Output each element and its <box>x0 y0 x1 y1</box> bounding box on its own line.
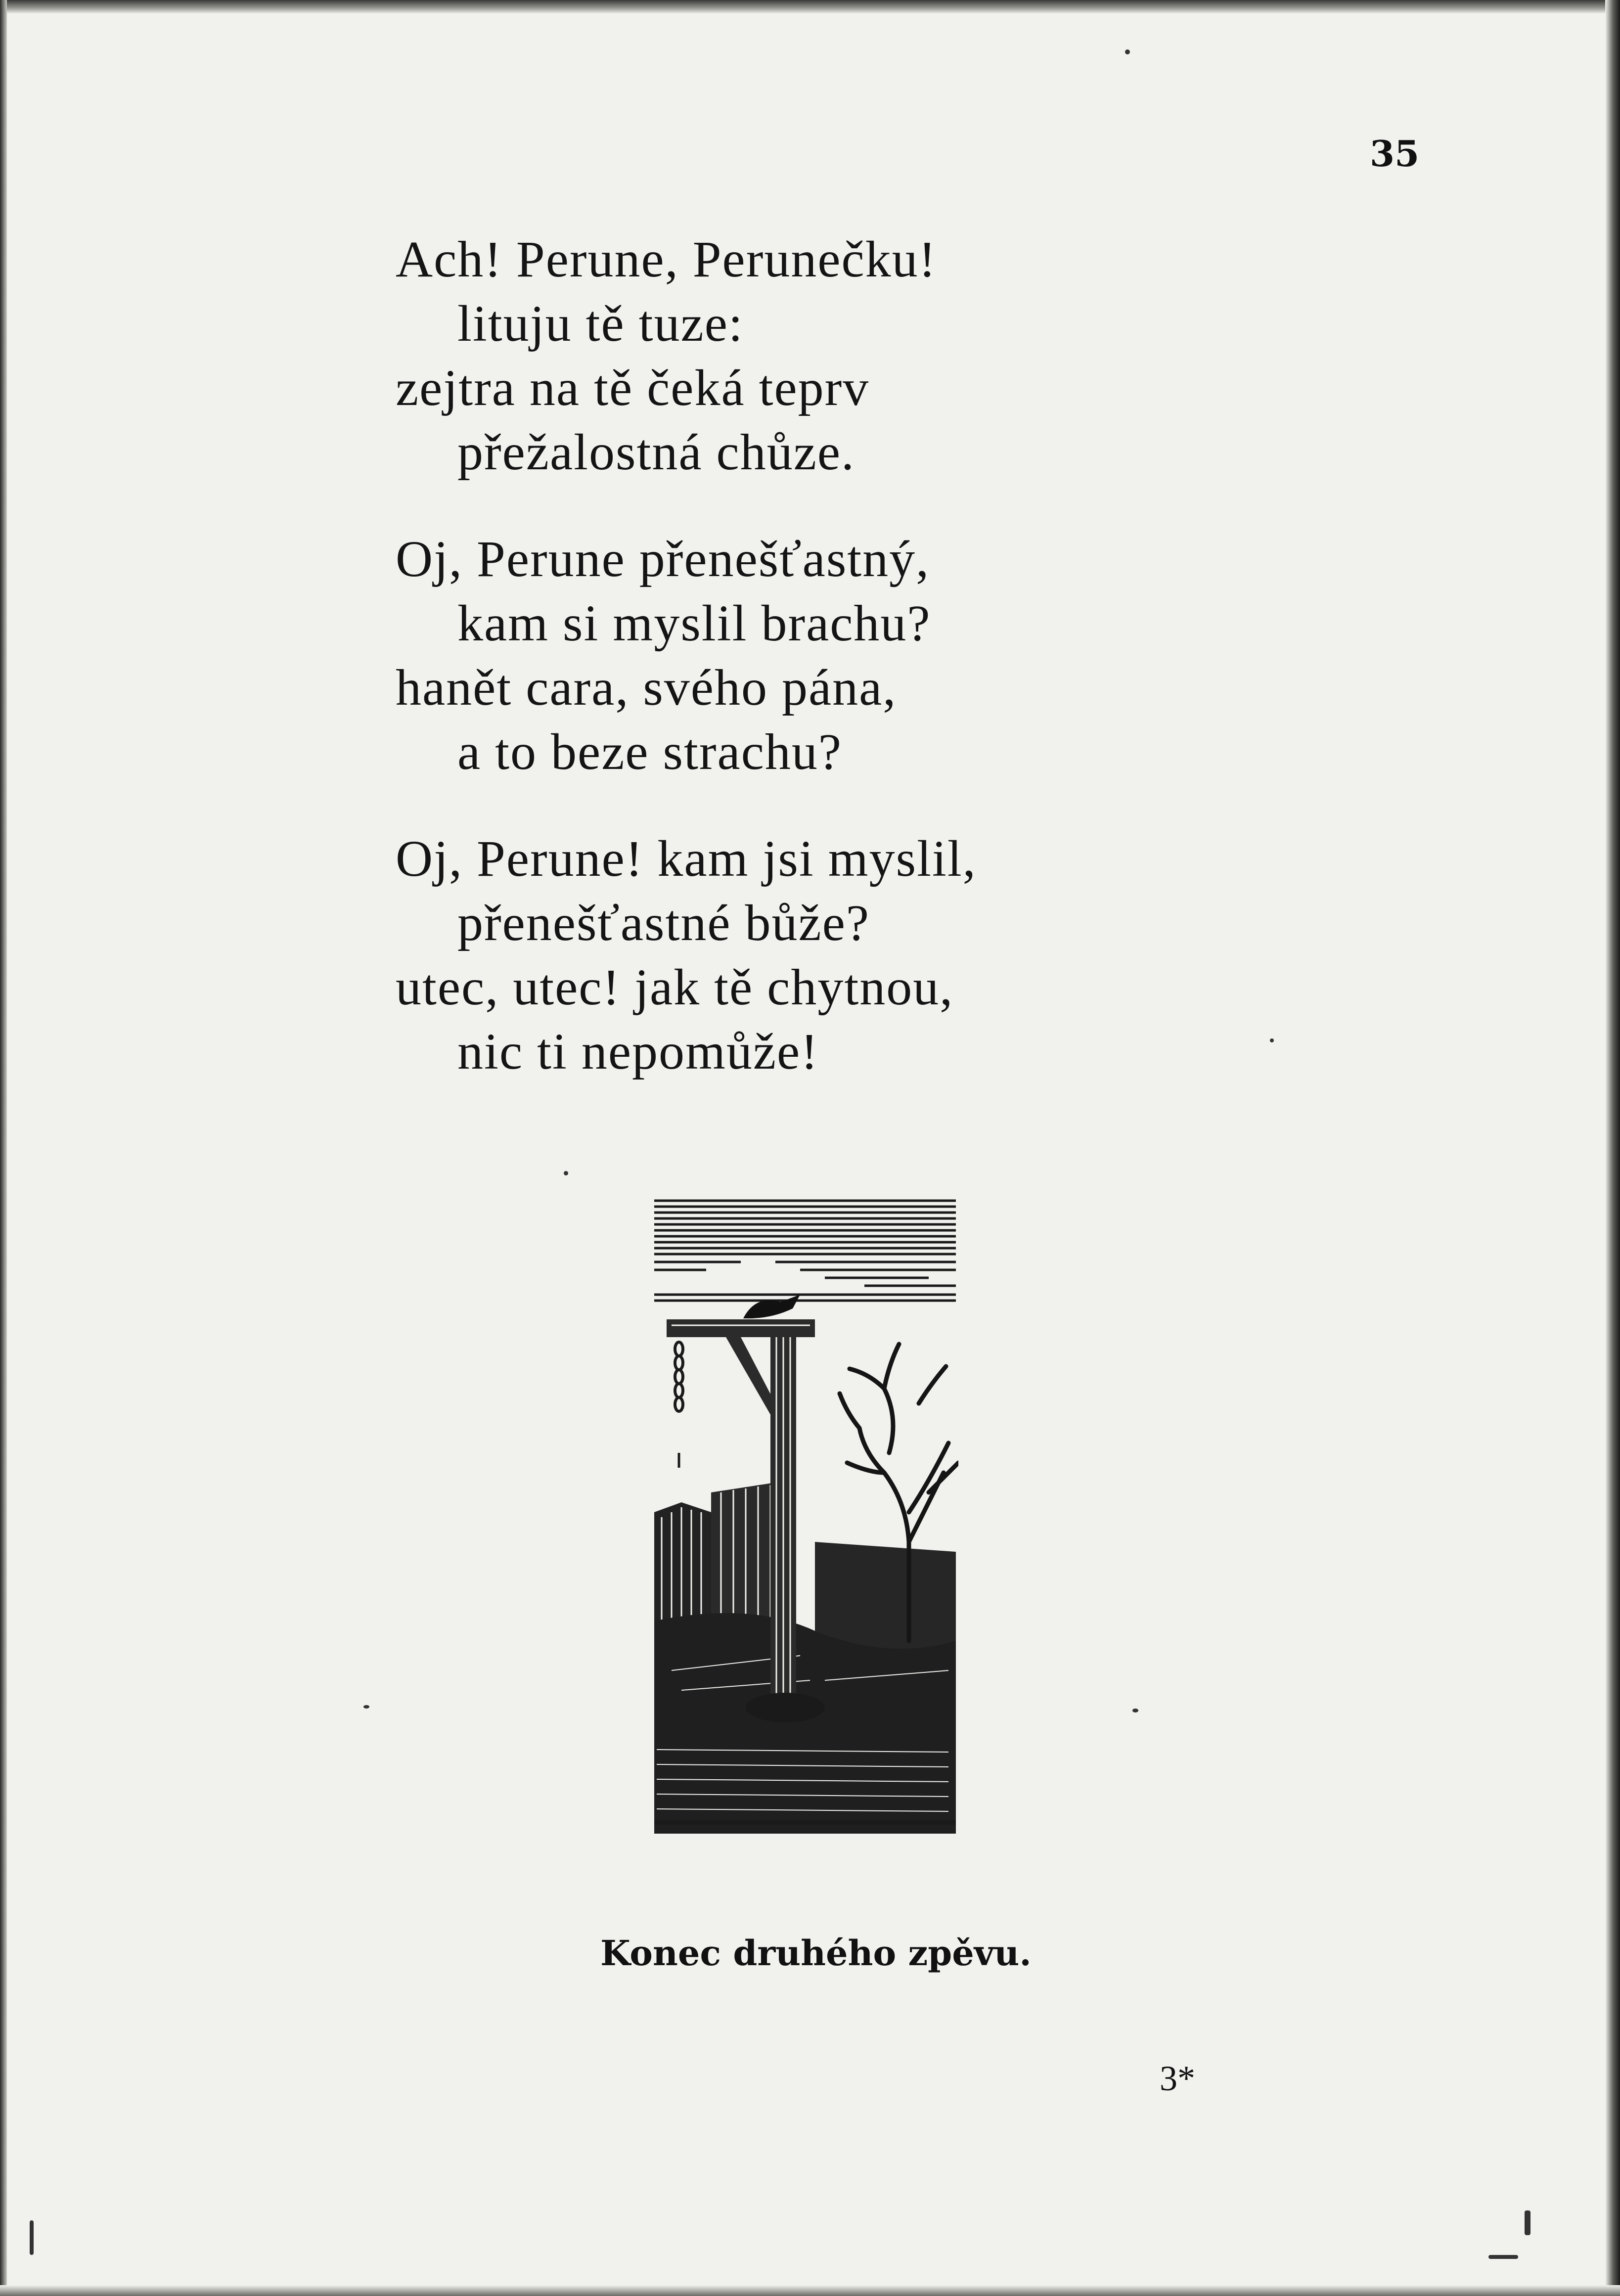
gallows-woodcut-illustration <box>652 1196 958 1834</box>
crow <box>743 1295 800 1318</box>
dust-speck <box>1488 2255 1518 2259</box>
poem-line: Oj, Perune! kam jsi myslil, <box>396 830 977 887</box>
scan-edge-right <box>1605 0 1620 2296</box>
poem-line: zejtra na tě čeká teprv <box>396 360 870 416</box>
stanza-1 <box>396 227 1385 485</box>
dust-speck <box>1132 1709 1138 1712</box>
chain <box>675 1342 683 1411</box>
poem-line: přežalostná chůze. <box>457 424 855 481</box>
stanza-3 <box>396 827 1385 1084</box>
poem-line: kam si myslil brachu? <box>457 595 931 652</box>
poem-line: nic ti nepomůže! <box>457 1023 819 1080</box>
gallows-brace <box>726 1337 775 1423</box>
dust-speck <box>30 2220 34 2255</box>
poem-line: lituju tě tuze: <box>457 295 744 352</box>
dust-speck <box>1125 49 1130 54</box>
dust-speck <box>1525 2210 1530 2235</box>
stanza-2 <box>396 527 1385 784</box>
poem-line: přenešťastné bůže? <box>457 895 870 951</box>
scan-edge-left <box>0 0 7 2296</box>
poem-line: hanět cara, svého pána, <box>396 659 897 716</box>
dust-speck <box>363 1705 369 1709</box>
scan-edge-top <box>0 0 1620 14</box>
sky-hatching <box>654 1201 956 1301</box>
dust-speck <box>564 1171 568 1175</box>
page-number: 35 <box>1370 133 1420 175</box>
poem-line: a to beze strachu? <box>457 723 843 780</box>
poem-line: Ach! Perune, Perunečku! <box>396 231 937 288</box>
poem <box>396 227 1385 1126</box>
gallows-beam <box>667 1319 815 1337</box>
poem-line: Oj, Perune přenešťastný, <box>396 531 930 587</box>
poem-line: utec, utec! jak tě chytnou, <box>396 959 954 1016</box>
signature-mark: 3* <box>1160 2059 1195 2098</box>
scan-edge-bottom <box>0 2285 1620 2296</box>
gallows-base <box>746 1693 825 1722</box>
chapter-end-caption: Konec druhého zpěvu. <box>600 1933 1032 1974</box>
